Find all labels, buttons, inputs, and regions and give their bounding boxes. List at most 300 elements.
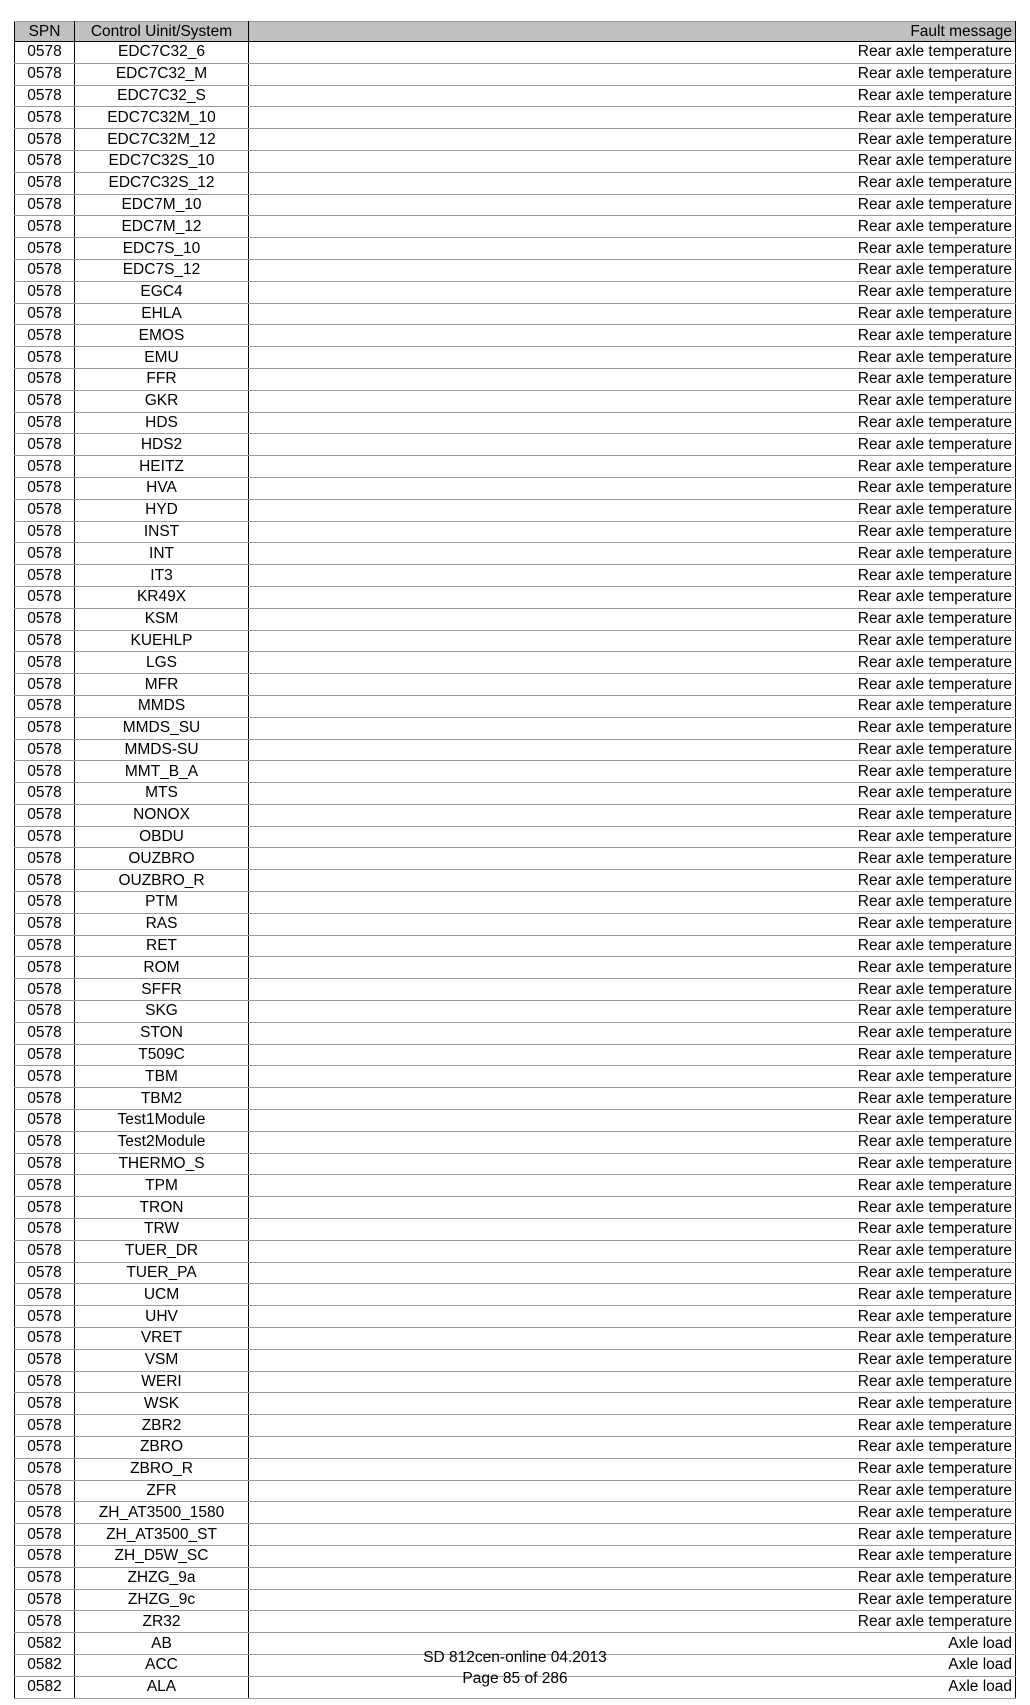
table-body	[15, 42, 1016, 1699]
cell-spn: 0578	[15, 1153, 75, 1175]
table-row	[15, 63, 1016, 85]
cell-spn: 0578	[15, 456, 75, 478]
cell-fault-message: Rear axle temperature	[249, 1284, 1016, 1306]
table-row	[15, 238, 1016, 260]
cell-fault-message: Rear axle temperature	[249, 499, 1016, 521]
header-fault-message: Fault message	[249, 22, 1016, 42]
cell-control-unit: UHV	[75, 1306, 249, 1328]
cell-spn: 0578	[15, 42, 75, 64]
table-row	[15, 1611, 1016, 1633]
cell-spn: 0578	[15, 652, 75, 674]
cell-fault-message: Rear axle temperature	[249, 565, 1016, 587]
cell-control-unit: MMDS	[75, 695, 249, 717]
table-row	[15, 1262, 1016, 1284]
table-row	[15, 1393, 1016, 1415]
cell-spn: 0578	[15, 1175, 75, 1197]
cell-control-unit: TBM	[75, 1066, 249, 1088]
cell-fault-message: Rear axle temperature	[249, 42, 1016, 64]
cell-spn: 0578	[15, 892, 75, 914]
cell-control-unit: LGS	[75, 652, 249, 674]
cell-spn: 0578	[15, 913, 75, 935]
cell-spn: 0578	[15, 1480, 75, 1502]
table-row	[15, 1197, 1016, 1219]
table-row	[15, 586, 1016, 608]
cell-control-unit: Test2Module	[75, 1131, 249, 1153]
table-row	[15, 1044, 1016, 1066]
cell-spn: 0578	[15, 695, 75, 717]
cell-control-unit: KUEHLP	[75, 630, 249, 652]
cell-spn: 0578	[15, 783, 75, 805]
cell-control-unit: NONOX	[75, 804, 249, 826]
table-row	[15, 1437, 1016, 1459]
table-row	[15, 848, 1016, 870]
cell-control-unit: TPM	[75, 1175, 249, 1197]
cell-control-unit: HYD	[75, 499, 249, 521]
cell-control-unit: ZBRO_R	[75, 1458, 249, 1480]
cell-spn: 0578	[15, 935, 75, 957]
cell-fault-message: Rear axle temperature	[249, 1393, 1016, 1415]
cell-fault-message: Rear axle temperature	[249, 979, 1016, 1001]
table-row	[15, 957, 1016, 979]
cell-fault-message: Rear axle temperature	[249, 1022, 1016, 1044]
cell-fault-message: Rear axle temperature	[249, 1088, 1016, 1110]
cell-spn: 0578	[15, 1284, 75, 1306]
cell-spn: 0578	[15, 1044, 75, 1066]
cell-control-unit: HEITZ	[75, 456, 249, 478]
cell-fault-message: Rear axle temperature	[249, 630, 1016, 652]
table-row	[15, 717, 1016, 739]
cell-control-unit: Test1Module	[75, 1110, 249, 1132]
cell-spn: 0578	[15, 586, 75, 608]
cell-fault-message: Axle load	[249, 1676, 1016, 1698]
cell-control-unit: EGC4	[75, 281, 249, 303]
cell-fault-message: Rear axle temperature	[249, 194, 1016, 216]
cell-fault-message: Rear axle temperature	[249, 783, 1016, 805]
cell-spn: 0578	[15, 848, 75, 870]
table-row	[15, 1524, 1016, 1546]
cell-control-unit: EDC7C32S_12	[75, 172, 249, 194]
cell-control-unit: EDC7C32_M	[75, 63, 249, 85]
table-row	[15, 1001, 1016, 1023]
cell-fault-message: Rear axle temperature	[249, 695, 1016, 717]
cell-spn: 0578	[15, 608, 75, 630]
table-row	[15, 739, 1016, 761]
cell-control-unit: UCM	[75, 1284, 249, 1306]
cell-spn: 0578	[15, 1262, 75, 1284]
table-row	[15, 1371, 1016, 1393]
cell-fault-message: Rear axle temperature	[249, 150, 1016, 172]
cell-control-unit: EDC7M_10	[75, 194, 249, 216]
table-row	[15, 85, 1016, 107]
table-row	[15, 107, 1016, 129]
cell-control-unit: STON	[75, 1022, 249, 1044]
table-row	[15, 1458, 1016, 1480]
cell-spn: 0578	[15, 1219, 75, 1241]
cell-control-unit: ZHZG_9c	[75, 1589, 249, 1611]
cell-fault-message: Rear axle temperature	[249, 347, 1016, 369]
cell-control-unit: WSK	[75, 1393, 249, 1415]
table-row	[15, 1088, 1016, 1110]
fault-table	[14, 21, 1016, 1699]
cell-control-unit: MFR	[75, 674, 249, 696]
cell-spn: 0582	[15, 1654, 75, 1676]
cell-fault-message: Rear axle temperature	[249, 957, 1016, 979]
cell-spn: 0578	[15, 1066, 75, 1088]
cell-control-unit: ZFR	[75, 1480, 249, 1502]
cell-spn: 0578	[15, 717, 75, 739]
cell-control-unit: EDC7C32_S	[75, 85, 249, 107]
cell-control-unit: EMU	[75, 347, 249, 369]
cell-spn: 0578	[15, 477, 75, 499]
cell-spn: 0578	[15, 412, 75, 434]
cell-control-unit: OUZBRO	[75, 848, 249, 870]
cell-fault-message: Rear axle temperature	[249, 935, 1016, 957]
cell-control-unit: OBDU	[75, 826, 249, 848]
cell-control-unit: ZH_D5W_SC	[75, 1545, 249, 1567]
cell-control-unit: EDC7C32M_10	[75, 107, 249, 129]
cell-fault-message: Rear axle temperature	[249, 1437, 1016, 1459]
cell-fault-message: Rear axle temperature	[249, 1175, 1016, 1197]
table-row	[15, 456, 1016, 478]
table-row	[15, 1219, 1016, 1241]
cell-spn: 0578	[15, 1110, 75, 1132]
cell-fault-message: Rear axle temperature	[249, 586, 1016, 608]
table-row	[15, 1066, 1016, 1088]
cell-fault-message: Rear axle temperature	[249, 739, 1016, 761]
table-row	[15, 674, 1016, 696]
cell-fault-message: Rear axle temperature	[249, 870, 1016, 892]
cell-control-unit: MMDS-SU	[75, 739, 249, 761]
cell-spn: 0578	[15, 1415, 75, 1437]
cell-fault-message: Rear axle temperature	[249, 1589, 1016, 1611]
table-row	[15, 216, 1016, 238]
cell-fault-message: Rear axle temperature	[249, 434, 1016, 456]
cell-fault-message: Rear axle temperature	[249, 804, 1016, 826]
cell-control-unit: TUER_PA	[75, 1262, 249, 1284]
cell-spn: 0578	[15, 674, 75, 696]
cell-control-unit: EDC7S_10	[75, 238, 249, 260]
cell-fault-message: Rear axle temperature	[249, 1371, 1016, 1393]
cell-control-unit: ROM	[75, 957, 249, 979]
table-row	[15, 1567, 1016, 1589]
cell-control-unit: FFR	[75, 368, 249, 390]
table-row	[15, 390, 1016, 412]
cell-control-unit: VRET	[75, 1328, 249, 1350]
table-row	[15, 652, 1016, 674]
cell-spn: 0578	[15, 1567, 75, 1589]
cell-spn: 0578	[15, 347, 75, 369]
cell-spn: 0578	[15, 1458, 75, 1480]
cell-control-unit: SFFR	[75, 979, 249, 1001]
header-control-unit: Control Uinit/System	[75, 22, 249, 42]
cell-fault-message: Rear axle temperature	[249, 477, 1016, 499]
table-row	[15, 303, 1016, 325]
cell-spn: 0578	[15, 1240, 75, 1262]
cell-spn: 0582	[15, 1633, 75, 1655]
cell-fault-message: Rear axle temperature	[249, 1197, 1016, 1219]
table-row	[15, 1349, 1016, 1371]
cell-spn: 0578	[15, 521, 75, 543]
cell-fault-message: Rear axle temperature	[249, 390, 1016, 412]
table-row	[15, 935, 1016, 957]
cell-fault-message: Rear axle temperature	[249, 848, 1016, 870]
cell-control-unit: AB	[75, 1633, 249, 1655]
cell-fault-message: Rear axle temperature	[249, 543, 1016, 565]
cell-control-unit: ZHZG_9a	[75, 1567, 249, 1589]
cell-control-unit: EDC7C32M_12	[75, 129, 249, 151]
table-row	[15, 1545, 1016, 1567]
table-row	[15, 783, 1016, 805]
table-row	[15, 42, 1016, 64]
cell-spn: 0578	[15, 259, 75, 281]
table-row	[15, 281, 1016, 303]
table-row	[15, 1306, 1016, 1328]
cell-fault-message: Rear axle temperature	[249, 1131, 1016, 1153]
table-row	[15, 543, 1016, 565]
table-row	[15, 870, 1016, 892]
cell-fault-message: Rear axle temperature	[249, 1349, 1016, 1371]
cell-control-unit: ZBRO	[75, 1437, 249, 1459]
table-row	[15, 1502, 1016, 1524]
table-row	[15, 347, 1016, 369]
cell-fault-message: Rear axle temperature	[249, 826, 1016, 848]
page-footer	[0, 1647, 1030, 1689]
table-row	[15, 804, 1016, 826]
cell-control-unit: THERMO_S	[75, 1153, 249, 1175]
cell-spn: 0578	[15, 1088, 75, 1110]
cell-spn: 0578	[15, 1328, 75, 1350]
cell-control-unit: KR49X	[75, 586, 249, 608]
cell-control-unit: T509C	[75, 1044, 249, 1066]
cell-spn: 0578	[15, 1197, 75, 1219]
cell-fault-message: Rear axle temperature	[249, 1415, 1016, 1437]
cell-fault-message: Rear axle temperature	[249, 412, 1016, 434]
table-row	[15, 979, 1016, 1001]
cell-spn: 0578	[15, 804, 75, 826]
cell-control-unit: IT3	[75, 565, 249, 587]
cell-control-unit: INT	[75, 543, 249, 565]
cell-fault-message: Rear axle temperature	[249, 303, 1016, 325]
cell-fault-message: Rear axle temperature	[249, 1458, 1016, 1480]
cell-fault-message: Rear axle temperature	[249, 129, 1016, 151]
cell-fault-message: Rear axle temperature	[249, 521, 1016, 543]
cell-control-unit: MTS	[75, 783, 249, 805]
cell-control-unit: HVA	[75, 477, 249, 499]
cell-spn: 0578	[15, 1545, 75, 1567]
cell-fault-message: Rear axle temperature	[249, 1110, 1016, 1132]
cell-spn: 0578	[15, 216, 75, 238]
cell-spn: 0578	[15, 1131, 75, 1153]
table-row	[15, 412, 1016, 434]
cell-spn: 0578	[15, 1371, 75, 1393]
table-row	[15, 368, 1016, 390]
cell-spn: 0578	[15, 979, 75, 1001]
table-row	[15, 1240, 1016, 1262]
cell-spn: 0578	[15, 1393, 75, 1415]
cell-spn: 0578	[15, 390, 75, 412]
cell-spn: 0578	[15, 150, 75, 172]
cell-spn: 0578	[15, 1022, 75, 1044]
table-row	[15, 1415, 1016, 1437]
cell-spn: 0578	[15, 499, 75, 521]
cell-control-unit: ACC	[75, 1654, 249, 1676]
cell-control-unit: MMT_B_A	[75, 761, 249, 783]
cell-spn: 0578	[15, 630, 75, 652]
cell-control-unit: ZBR2	[75, 1415, 249, 1437]
cell-fault-message: Rear axle temperature	[249, 1066, 1016, 1088]
cell-fault-message: Rear axle temperature	[249, 172, 1016, 194]
cell-spn: 0578	[15, 129, 75, 151]
cell-fault-message: Rear axle temperature	[249, 1502, 1016, 1524]
cell-fault-message: Rear axle temperature	[249, 913, 1016, 935]
header-spn: SPN	[15, 22, 75, 42]
cell-spn: 0578	[15, 281, 75, 303]
cell-fault-message: Rear axle temperature	[249, 325, 1016, 347]
cell-control-unit: EDC7S_12	[75, 259, 249, 281]
cell-control-unit: EDC7C32_6	[75, 42, 249, 64]
cell-fault-message: Rear axle temperature	[249, 1611, 1016, 1633]
cell-fault-message: Rear axle temperature	[249, 238, 1016, 260]
cell-control-unit: EMOS	[75, 325, 249, 347]
cell-fault-message: Rear axle temperature	[249, 761, 1016, 783]
table-row	[15, 477, 1016, 499]
cell-fault-message: Axle load	[249, 1633, 1016, 1655]
table-row	[15, 565, 1016, 587]
table-header-row	[15, 22, 1016, 42]
table-row	[15, 1022, 1016, 1044]
cell-fault-message: Rear axle temperature	[249, 1044, 1016, 1066]
cell-fault-message: Rear axle temperature	[249, 63, 1016, 85]
footer-page-number: Page 85 of 286	[462, 1670, 568, 1687]
cell-fault-message: Rear axle temperature	[249, 1262, 1016, 1284]
cell-spn: 0582	[15, 1676, 75, 1698]
table-row	[15, 259, 1016, 281]
cell-spn: 0578	[15, 826, 75, 848]
cell-fault-message: Rear axle temperature	[249, 281, 1016, 303]
cell-control-unit: TRW	[75, 1219, 249, 1241]
cell-fault-message: Rear axle temperature	[249, 1480, 1016, 1502]
cell-control-unit: RAS	[75, 913, 249, 935]
table-row	[15, 1284, 1016, 1306]
cell-fault-message: Rear axle temperature	[249, 892, 1016, 914]
cell-fault-message: Rear axle temperature	[249, 652, 1016, 674]
cell-control-unit: EDC7C32S_10	[75, 150, 249, 172]
cell-fault-message: Axle load	[249, 1654, 1016, 1676]
footer-document-id: SD 812cen-online 04.2013	[423, 1649, 607, 1666]
cell-control-unit: HDS	[75, 412, 249, 434]
cell-spn: 0578	[15, 739, 75, 761]
cell-spn: 0578	[15, 1349, 75, 1371]
cell-fault-message: Rear axle temperature	[249, 608, 1016, 630]
cell-spn: 0578	[15, 238, 75, 260]
table-row	[15, 325, 1016, 347]
table-row	[15, 129, 1016, 151]
cell-spn: 0578	[15, 1001, 75, 1023]
cell-control-unit: INST	[75, 521, 249, 543]
table-row	[15, 1110, 1016, 1132]
cell-fault-message: Rear axle temperature	[249, 1545, 1016, 1567]
table-row	[15, 434, 1016, 456]
table-row	[15, 499, 1016, 521]
table-row	[15, 913, 1016, 935]
cell-control-unit: HDS2	[75, 434, 249, 456]
cell-control-unit: RET	[75, 935, 249, 957]
cell-fault-message: Rear axle temperature	[249, 1001, 1016, 1023]
cell-spn: 0578	[15, 368, 75, 390]
table-row	[15, 892, 1016, 914]
cell-control-unit: ALA	[75, 1676, 249, 1698]
cell-fault-message: Rear axle temperature	[249, 1219, 1016, 1241]
cell-spn: 0578	[15, 85, 75, 107]
cell-spn: 0578	[15, 1502, 75, 1524]
cell-control-unit: MMDS_SU	[75, 717, 249, 739]
cell-control-unit: VSM	[75, 1349, 249, 1371]
table-row	[15, 826, 1016, 848]
cell-fault-message: Rear axle temperature	[249, 717, 1016, 739]
cell-control-unit: ZR32	[75, 1611, 249, 1633]
table-row	[15, 1328, 1016, 1350]
table-row	[15, 1589, 1016, 1611]
cell-fault-message: Rear axle temperature	[249, 1328, 1016, 1350]
table-row	[15, 1153, 1016, 1175]
cell-control-unit: ZH_AT3500_1580	[75, 1502, 249, 1524]
table-row	[15, 630, 1016, 652]
cell-spn: 0578	[15, 63, 75, 85]
cell-control-unit: PTM	[75, 892, 249, 914]
table-row	[15, 761, 1016, 783]
cell-control-unit: WERI	[75, 1371, 249, 1393]
cell-control-unit: TUER_DR	[75, 1240, 249, 1262]
cell-spn: 0578	[15, 194, 75, 216]
cell-spn: 0578	[15, 1611, 75, 1633]
cell-fault-message: Rear axle temperature	[249, 1240, 1016, 1262]
cell-control-unit: OUZBRO_R	[75, 870, 249, 892]
table-row	[15, 608, 1016, 630]
cell-spn: 0578	[15, 1524, 75, 1546]
cell-fault-message: Rear axle temperature	[249, 368, 1016, 390]
cell-control-unit: ZH_AT3500_ST	[75, 1524, 249, 1546]
cell-fault-message: Rear axle temperature	[249, 456, 1016, 478]
cell-fault-message: Rear axle temperature	[249, 85, 1016, 107]
cell-control-unit: GKR	[75, 390, 249, 412]
cell-fault-message: Rear axle temperature	[249, 107, 1016, 129]
cell-control-unit: KSM	[75, 608, 249, 630]
cell-spn: 0578	[15, 434, 75, 456]
cell-spn: 0578	[15, 565, 75, 587]
table-row	[15, 172, 1016, 194]
cell-spn: 0578	[15, 870, 75, 892]
cell-spn: 0578	[15, 107, 75, 129]
cell-fault-message: Rear axle temperature	[249, 1567, 1016, 1589]
cell-control-unit: EHLA	[75, 303, 249, 325]
table-row	[15, 1175, 1016, 1197]
table-row	[15, 521, 1016, 543]
cell-spn: 0578	[15, 543, 75, 565]
cell-control-unit: TBM2	[75, 1088, 249, 1110]
cell-fault-message: Rear axle temperature	[249, 1524, 1016, 1546]
table-row	[15, 1131, 1016, 1153]
table-row	[15, 1480, 1016, 1502]
cell-spn: 0578	[15, 1437, 75, 1459]
cell-fault-message: Rear axle temperature	[249, 674, 1016, 696]
cell-spn: 0578	[15, 325, 75, 347]
table-row	[15, 194, 1016, 216]
cell-control-unit: EDC7M_12	[75, 216, 249, 238]
table-row	[15, 150, 1016, 172]
cell-fault-message: Rear axle temperature	[249, 1306, 1016, 1328]
cell-fault-message: Rear axle temperature	[249, 216, 1016, 238]
cell-spn: 0578	[15, 957, 75, 979]
